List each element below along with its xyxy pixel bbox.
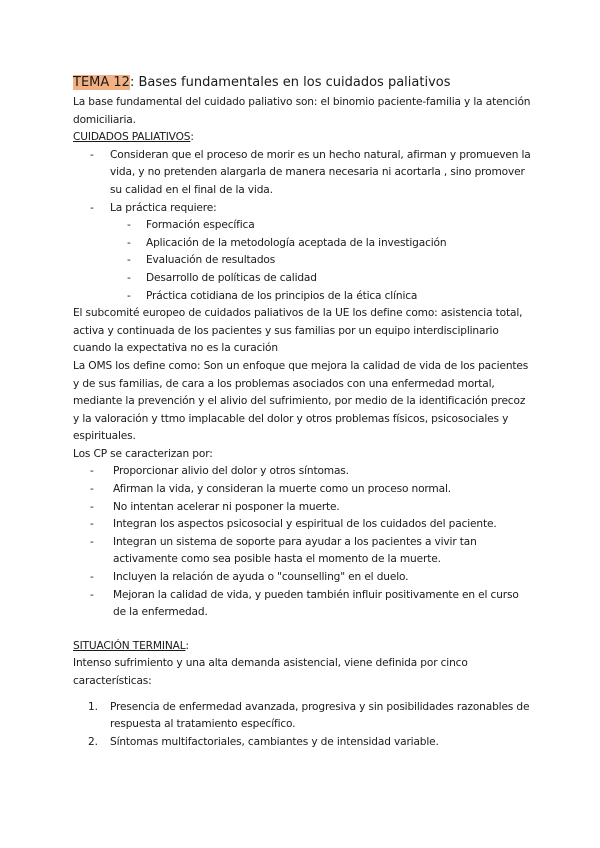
terminal-heading-suffix: : (185, 639, 189, 652)
title-text: : Bases fundamentales en los cuidados paliativos (129, 75, 451, 90)
intro-paragraph: La base fundamental del cuidado paliativo son: el binomio paciente-familia y la atención domiciliaria. (73, 96, 531, 126)
list-spacer (73, 691, 533, 699)
requirements-list (73, 217, 533, 305)
list-item: - Afirman la vida, y consideran la muerte como un proceso normal. (73, 481, 533, 499)
list-item: - La práctica requiere: (73, 200, 533, 218)
ue-definition: El subcomité europeo de cuidados paliativos de la UE los define como: asistencia total, activa y continuada de los pacientes y sus familias por un equipo interdisciplinario cuando la expectativa no es la curación (73, 307, 523, 355)
title-highlight: TEMA 12 (73, 75, 130, 90)
list-item: - Desarrollo de políticas de calidad (73, 270, 533, 288)
list-item: - Integran los aspectos psicosocial y espiritual de los cuidados del paciente. (73, 516, 533, 534)
item-number: 1. (88, 700, 98, 713)
list-item (73, 734, 533, 752)
list-item: - Proporcionar alivio del dolor y otros síntomas. (73, 463, 533, 481)
list-item: - Mejoran la calidad de vida, y pueden también influir positivamente en el curso de la enfermedad. (73, 587, 533, 622)
list-item: - Práctica cotidiana de los principios de la ética clínica (73, 288, 533, 306)
list-item (73, 699, 533, 734)
list-item: - Formación específica (73, 217, 533, 235)
item-number: 2. (88, 735, 98, 748)
terminal-intro: Intenso sufrimiento y una alta demanda asistencial, viene definida por cinco características: (73, 657, 468, 687)
terminal-list (73, 699, 533, 752)
list-item: - Evaluación de resultados (73, 252, 533, 270)
oms-definition: La OMS los define como: Son un enfoque que mejora la calidad de vida de los pacientes y de sus familias, de cara a los problemas asociados con una enfermedad mortal, mediante la prevención y el alivio del sufrimiento, por medio de la identificación precoz y la valoración y ttmo implacable del dolor y otros problemas físicos, psicosociales y espirituales. (73, 359, 529, 443)
cp-heading-text: CUIDADOS PALIATIVOS (73, 131, 191, 144)
item-text: Presencia de enfermedad avanzada, progresiva y sin posibilidades razonables de respuesta al tratamiento específico. (110, 700, 530, 731)
list-item: - Integran un sistema de soporte para ayudar a los pacientes a vivir tan activamente como sea posible hasta el momento de la muerte. (73, 534, 533, 569)
cp-heading-suffix: : (190, 131, 194, 144)
item-text: Síntomas multifactoriales, cambiantes y de intensidad variable. (110, 735, 439, 748)
characteristics-intro: Los CP se caracterizan por: (73, 447, 213, 460)
page-title (73, 74, 533, 92)
list-item: - Aplicación de la metodología aceptada de la investigación (73, 235, 533, 253)
list-item: - No intentan acelerar ni posponer la muerte. (73, 499, 533, 517)
document-body (73, 74, 533, 751)
terminal-heading-text: SITUACIÓN TERMINAL (73, 639, 186, 652)
terminal-heading (73, 638, 533, 656)
section-spacer (73, 622, 533, 638)
cp-heading (73, 129, 533, 147)
cp-points-list (73, 147, 533, 217)
characteristics-list (73, 463, 533, 621)
list-item: - Incluyen la relación de ayuda o "counselling" en el duelo. (73, 569, 533, 587)
list-item: - Consideran que el proceso de morir es un hecho natural, afirman y promueven la vida, y no pretenden alargarla de manera necesaria ni acortarla , sino promover su calidad en el final de la vida. (73, 147, 533, 200)
